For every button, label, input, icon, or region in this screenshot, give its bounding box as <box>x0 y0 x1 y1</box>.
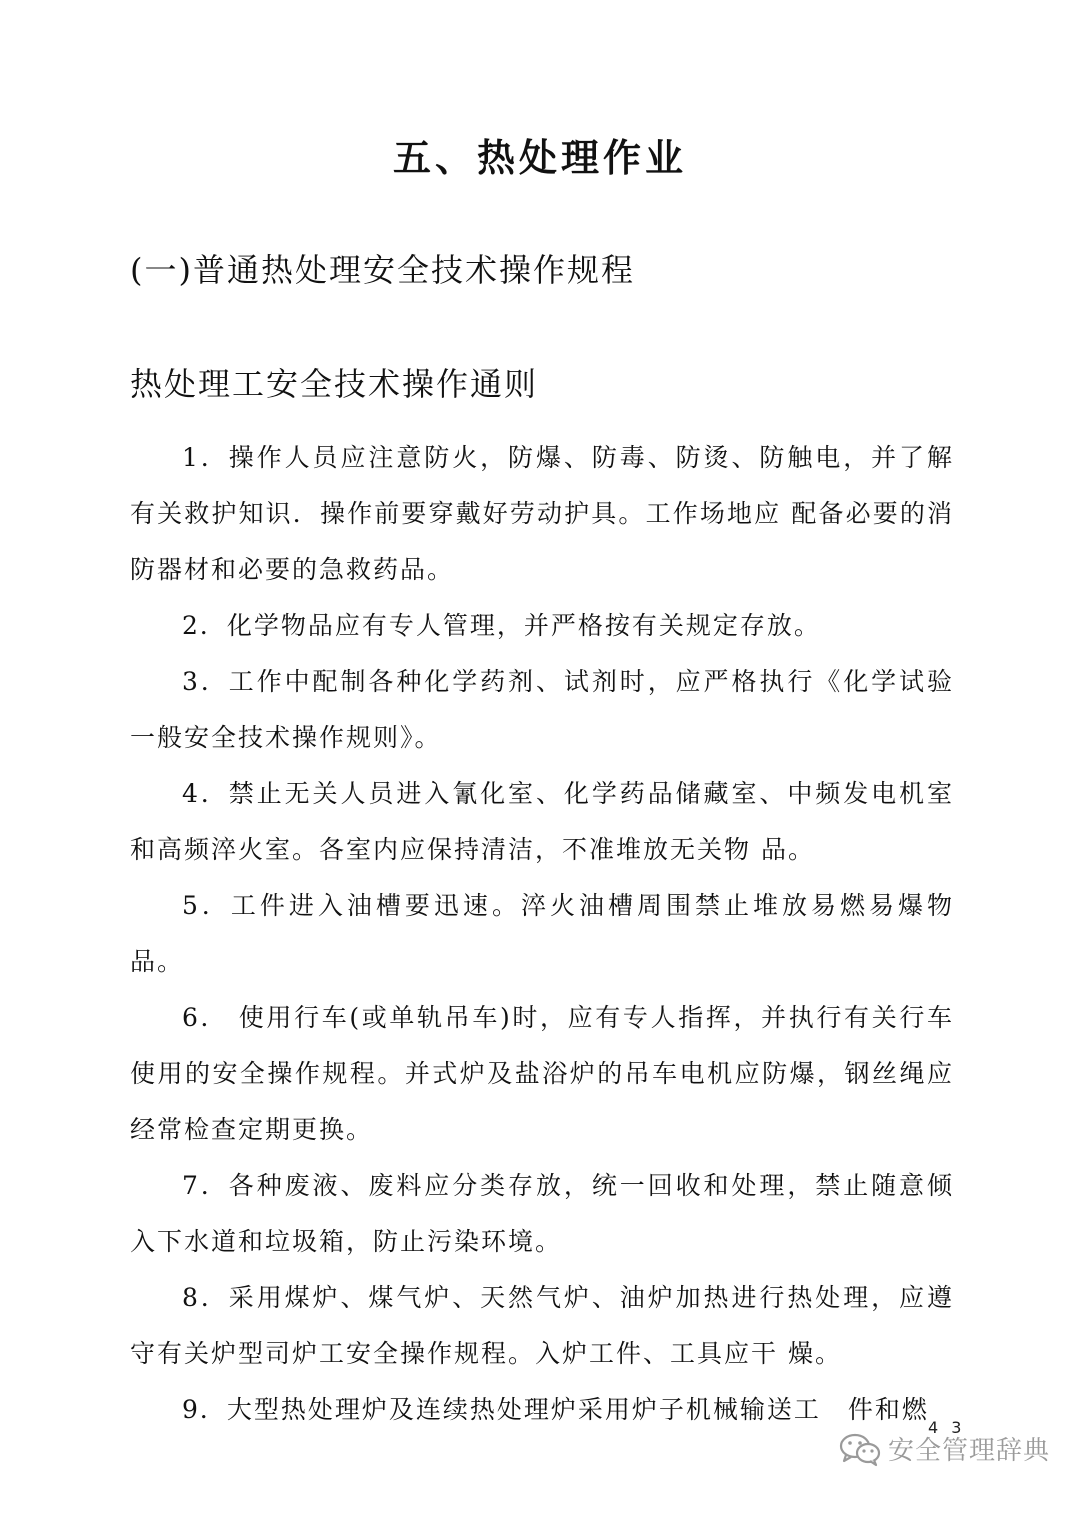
watermark <box>838 1430 1050 1467</box>
page-title: 五、热处理作业 <box>392 135 687 180</box>
paragraph-1: 1．操作人员应注意防火，防爆、防毒、防烫、防触电，并了解有关救护知识．操作前要穿戴好劳动护具。工作场地应 配备必要的消防器材和必要的急救药品。 <box>130 443 954 584</box>
paragraph-4: 4．禁止无关人员进入氰化室、化学药品储藏室、中频发电机室和高频淬火室。各室内应保持清洁，不准堆放无关物 品。 <box>130 779 954 864</box>
document-body <box>130 430 954 1438</box>
paragraph-7: 7．各种废液、废料应分类存放，统一回收和处理，禁止随意倾入下水道和垃圾箱，防止污染环境。 <box>130 1171 954 1256</box>
paragraph-5: 5．工件进入油槽要迅速。淬火油槽周围禁止堆放易燃易爆物品。 <box>130 891 954 976</box>
paragraph-3: 3．工作中配制各种化学药剂、试剂时，应严格执行《化学试验一般安全技术操作规则》。 <box>130 667 954 752</box>
wechat-icon <box>838 1431 882 1467</box>
paragraph-2: 2．化学物品应有专人管理，并严格按有关规定存放。 <box>182 611 821 640</box>
page-number: 4 3 <box>928 1418 966 1437</box>
paragraph-6: 6． 使用行车(或单轨吊车)时，应有专人指挥，并执行有关行车使用的安全操作规程。并式炉及盐浴炉的吊车电机应防爆，钢丝绳应经常检查定期更换。 <box>130 1003 954 1144</box>
watermark-text: 安全管理辞典 <box>888 1436 1051 1466</box>
sub-title: 热处理工安全技术操作通则 <box>130 365 539 403</box>
paragraph-9: 9．大型热处理炉及连续热处理炉采用炉子机械输送工 件和燃 <box>182 1395 929 1424</box>
section-title: (一)普通热处理安全技术操作规程 <box>130 251 635 289</box>
paragraph-8: 8．采用煤炉、煤气炉、天然气炉、油炉加热进行热处理，应遵守有关炉型司炉工安全操作规程。入炉工件、工具应干 燥。 <box>130 1283 954 1368</box>
